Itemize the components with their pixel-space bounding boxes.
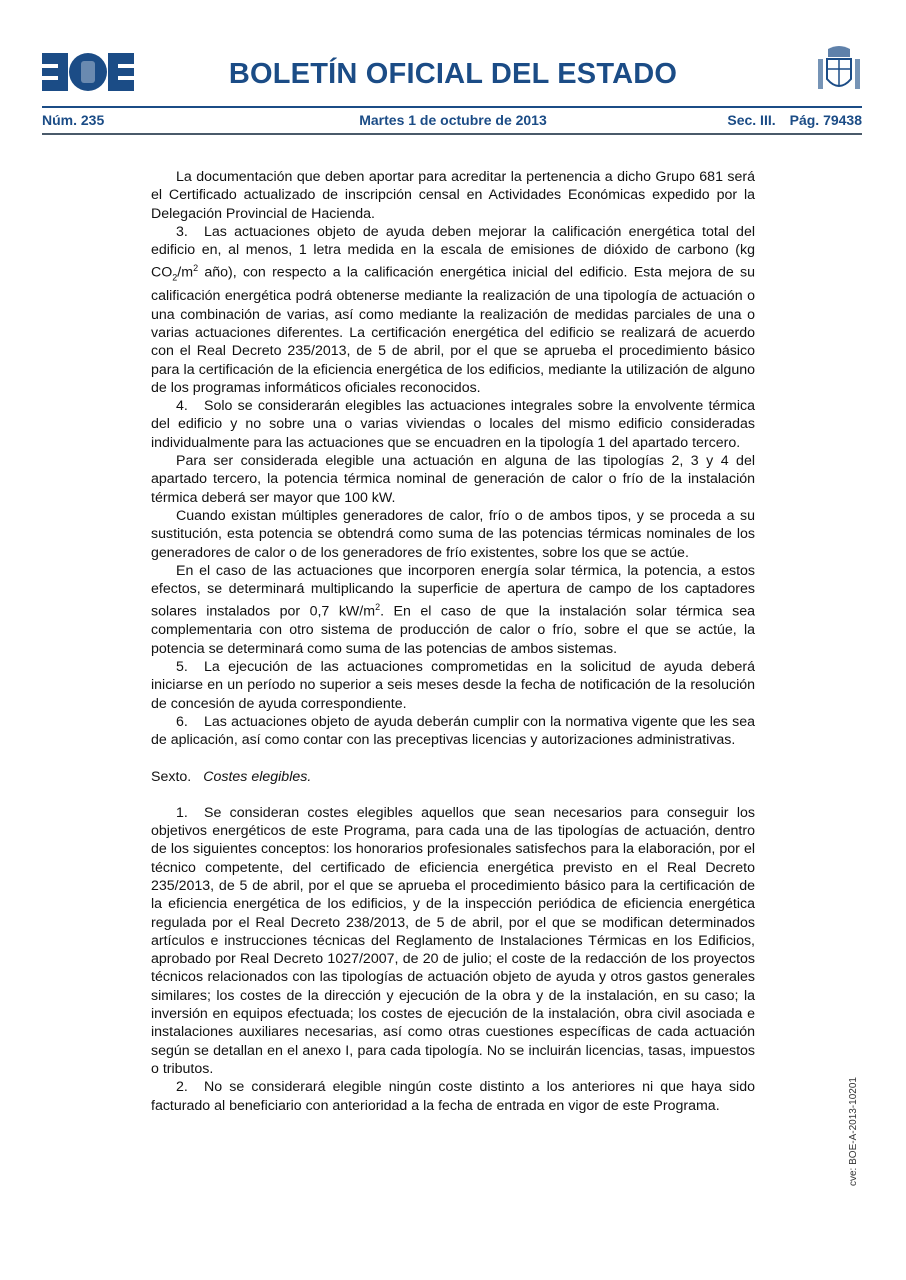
paragraph: En el caso de las actuaciones que incorporen energía solar térmica, la potencia, a estos efectos, se determinará multiplicando la superficie de apertura de campo de los captadores solares instalados por 0,7 $kW/m^2$. En el caso de que la instalación solar térmica sea complementaria con otro sistema de producción de calor o frío, sobre el que se actúe, la potencia se determinará como suma de las potencias de ambos sistemas. (151, 562, 755, 657)
section-heading: Sexto. Costes elegibles. (151, 768, 312, 785)
issue-number: Núm. 235 (42, 112, 105, 128)
section-page (713, 112, 862, 128)
cve-code: cve: BOE-A-2013-10201 (848, 1077, 859, 1186)
paragraph: 2. No se considerará elegible ningún coste distinto a los anteriores ni que haya sido facturado al beneficiario con anterioridad a la fecha de entrada en vigor de este Programa. (151, 1079, 755, 1114)
paragraph: Cuando existan múltiples generadores de calor, frío o de ambos tipos, y se proceda a su sustitución, esta potencia se obtendrá como suma de las potencias térmicas nominales de los generadores de calor o de los generadores de frío existentes, sobre los que se actúe. (151, 507, 755, 561)
paragraph: 4. Solo se considerarán elegibles las actuaciones integrales sobre la envolvente térmica del edificio y no sobre una o varias viviendas o locales del mismo edificio consideradas individualmente para las actuaciones que se encuadren en la tipología 1 del apartado tercero. (151, 398, 755, 451)
gazette-title: BOLETÍN OFICIAL DEL ESTADO (228, 58, 678, 90)
paragraph: 6. Las actuaciones objeto de ayuda deberán cumplir con la normativa vigente que les sea de aplicación, así como contar con las preceptivas licencias y autorizaciones administrativas. (151, 713, 755, 749)
paragraph: 5. La ejecución de las actuaciones comprometidas en la solicitud de ayuda deberá iniciarse en un período no superior a seis meses desde la fecha de notificación de la resolución de concesión de ayuda correspondiente. (151, 659, 755, 712)
header-rule-top (42, 106, 862, 108)
coat-of-arms-icon (814, 45, 864, 95)
issue-date: Martes 1 de octubre de 2013 (359, 112, 547, 128)
section-label: Sec. III. (727, 112, 776, 128)
paragraph: La documentación que deben aportar para acreditar la pertenencia a dicho Grupo 681 será el Certificado actualizado de inscripción censal en Actividades Económicas expedido por la Delegación Provincial de Hacienda. (151, 169, 755, 222)
paragraph: 3. Las actuaciones objeto de ayuda deben mejorar la calificación energética total del edificio en, al menos, 1 letra medida en la escala de emisiones de dióxido de carbono (kg $CO_2/m^2$ año), con respecto a la calificación energética inicial del edificio. Esta mejora de su calificación energética podrá obtenerse mediante la realización de una tipología de actuación o una combinación de varias, así como mediante la realización de medidas parciales de una o varias actuaciones diferentes. La certificación energética del edificio se realizará de acuerdo con el Real Decreto 235/2013, de 5 de abril, por el que se aprueba el procedimiento básico para la certificación de la eficiencia energética de los edificios, mediante la utilización de alguno de los programas informáticos oficiales reconocidos. (151, 223, 755, 396)
document-body (151, 168, 755, 1115)
page-number: Pág. 79438 (789, 112, 862, 128)
header-rule-bottom (42, 133, 862, 135)
paragraph: Para ser considerada elegible una actuación en alguna de las tipologías 2, 3 y 4 del apartado tercero, la potencia térmica nominal de generación de calor o frío de la instalación térmica deberá ser mayor que 100 kW. (151, 453, 755, 506)
paragraph: 1. Se consideran costes elegibles aquellos que sean necesarios para conseguir los objetivos energéticos de este Programa, para cada una de las tipologías de actuación, dentro de los siguientes conceptos: los honorarios profesionales satisfechos para la elaboración, por el técnico competente, del certificado de eficiencia energética previsto en el Real Decreto 235/2013, de 5 de abril, por el que se aprueba el procedimiento básico para la certificación de la eficiencia energética de los edificios, y de la inspección periódica de eficiencia energética regulada por el Real Decreto 238/2013, de 5 de abril, por el que se modifican determinados artículos e instrucciones técnicas del Reglamento de Instalaciones Térmicas en los Edificios, aprobado por Real Decreto 1027/2007, de 20 de julio; el coste de la redacción de los proyectos técnicos relacionados con las tipologías de actuación objeto de ayuda y otros gastos generales similares; los costes de la dirección y ejecución de la obra y de la instalación, en su caso; la inversión en equipos efectuada; los costes de ejecución de la instalación, obra civil asociada e instalaciones auxiliares necesarias, así como otras cuestiones específicas de cada actuación según se detallan en el anexo I, para cada tipología. No se incluirán licencias, tasas, impuestos o tributos. (151, 804, 755, 1077)
